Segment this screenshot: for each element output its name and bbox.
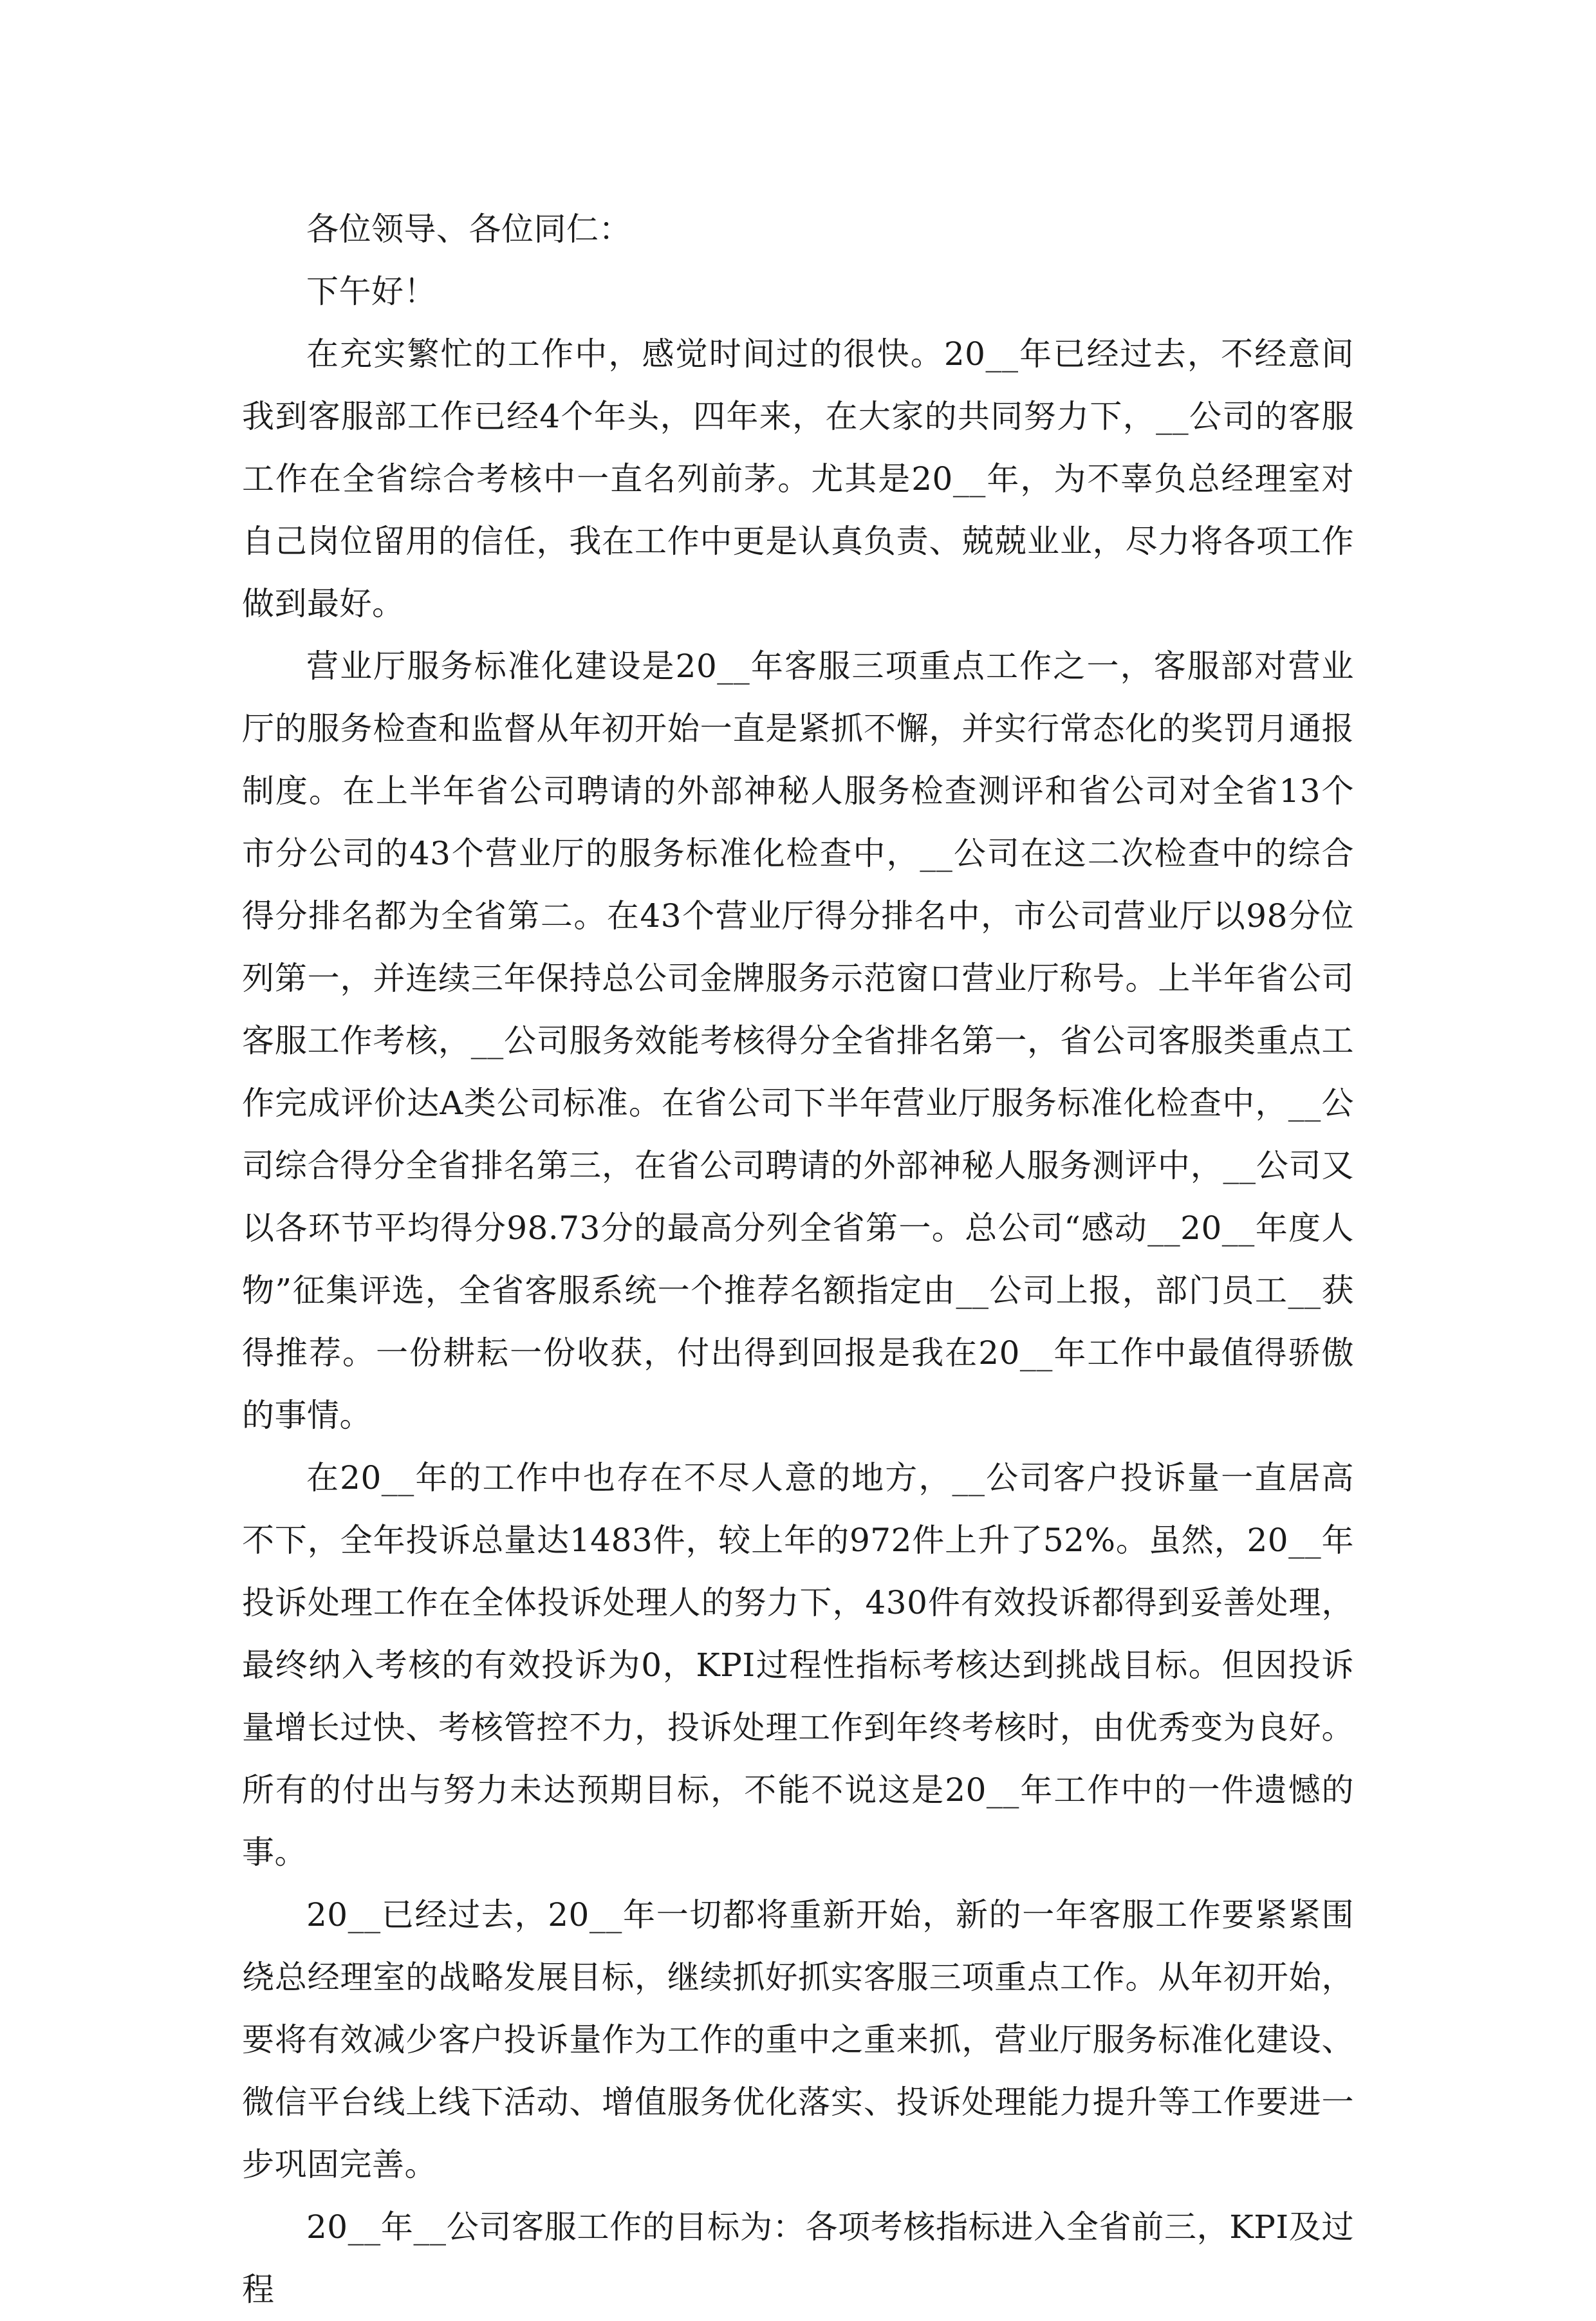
paragraph-outlook: 20__已经过去，20__年一切都将重新开始，新的一年客服工作要紧紧围绕总经理室的战略发展目标，继续抓好抓实客服三项重点工作。从年初开始，要将有效减少客户投诉量作为工作的重中之重来抓，营业厅服务标准化建设、微信平台线上线下活动、增值服务优化落实、投诉处理能力提升等工作要进一步巩固完善。: [242, 1896, 1354, 2183]
salutation: 各位领导、各位同仁：: [306, 210, 631, 248]
paragraph-intro: 在充实繁忙的工作中，感觉时间过的很快。20__年已经过去，不经意间我到客服部工作已经4个年头，四年来，在大家的共同努力下，__公司的客服工作在全省综合考核中一直名列前茅。尤其是20__年，为不辜负总经理室对自己岗位留用的信任，我在工作中更是认真负责、兢兢业业，尽力将各项工作做到最好。: [242, 335, 1354, 622]
document-body: [242, 198, 1354, 2321]
greeting: 下午好！: [306, 273, 436, 310]
paragraph-shortcomings: 在20__年的工作中也存在不尽人意的地方，__公司客户投诉量一直居高不下，全年投诉总量达1483件，较上年的972件上升了52%。虽然，20__年投诉处理工作在全体投诉处理人的努力下，430件有效投诉都得到妥善处理，最终纳入考核的有效投诉为0，KPI过程性指标考核达到挑战目标。但因投诉量增长过快、考核管控不力，投诉处理工作到年终考核时，由优秀变为良好。所有的付出与努力未达预期目标，不能不说这是20__年工作中的一件遗憾的事。: [242, 1459, 1354, 1871]
paragraph-achievements: 营业厅服务标准化建设是20__年客服三项重点工作之一，客服部对营业厅的服务检查和监督从年初开始一直是紧抓不懈，并实行常态化的奖罚月通报制度。在上半年省公司聘请的外部神秘人服务检查测评和省公司对全省13个市分公司的43个营业厅的服务标准化检查中，__公司在这二次检查中的综合得分排名都为全省第二。在43个营业厅得分排名中，市公司营业厅以98分位列第一，并连续三年保持总公司金牌服务示范窗口营业厅称号。上半年省公司客服工作考核，__公司服务效能考核得分全省排名第一，省公司客服类重点工作完成评价达A类公司标准。在省公司下半年营业厅服务标准化检查中，__公司综合得分全省排名第三，在省公司聘请的外部神秘人服务测评中，__公司又以各环节平均得分98.73分的最高分列全省第一。总公司“感动__20__年度人物”征集评选，全省客服系统一个推荐名额指定由__公司上报，部门员工__获得推荐。一份耕耘一份收获，付出得到回报是我在20__年工作中最值得骄傲的事情。: [242, 648, 1354, 1434]
paragraph-goals: 20__年__公司客服工作的目标为：各项考核指标进入全省前三，KPI及过程: [242, 2208, 1354, 2308]
